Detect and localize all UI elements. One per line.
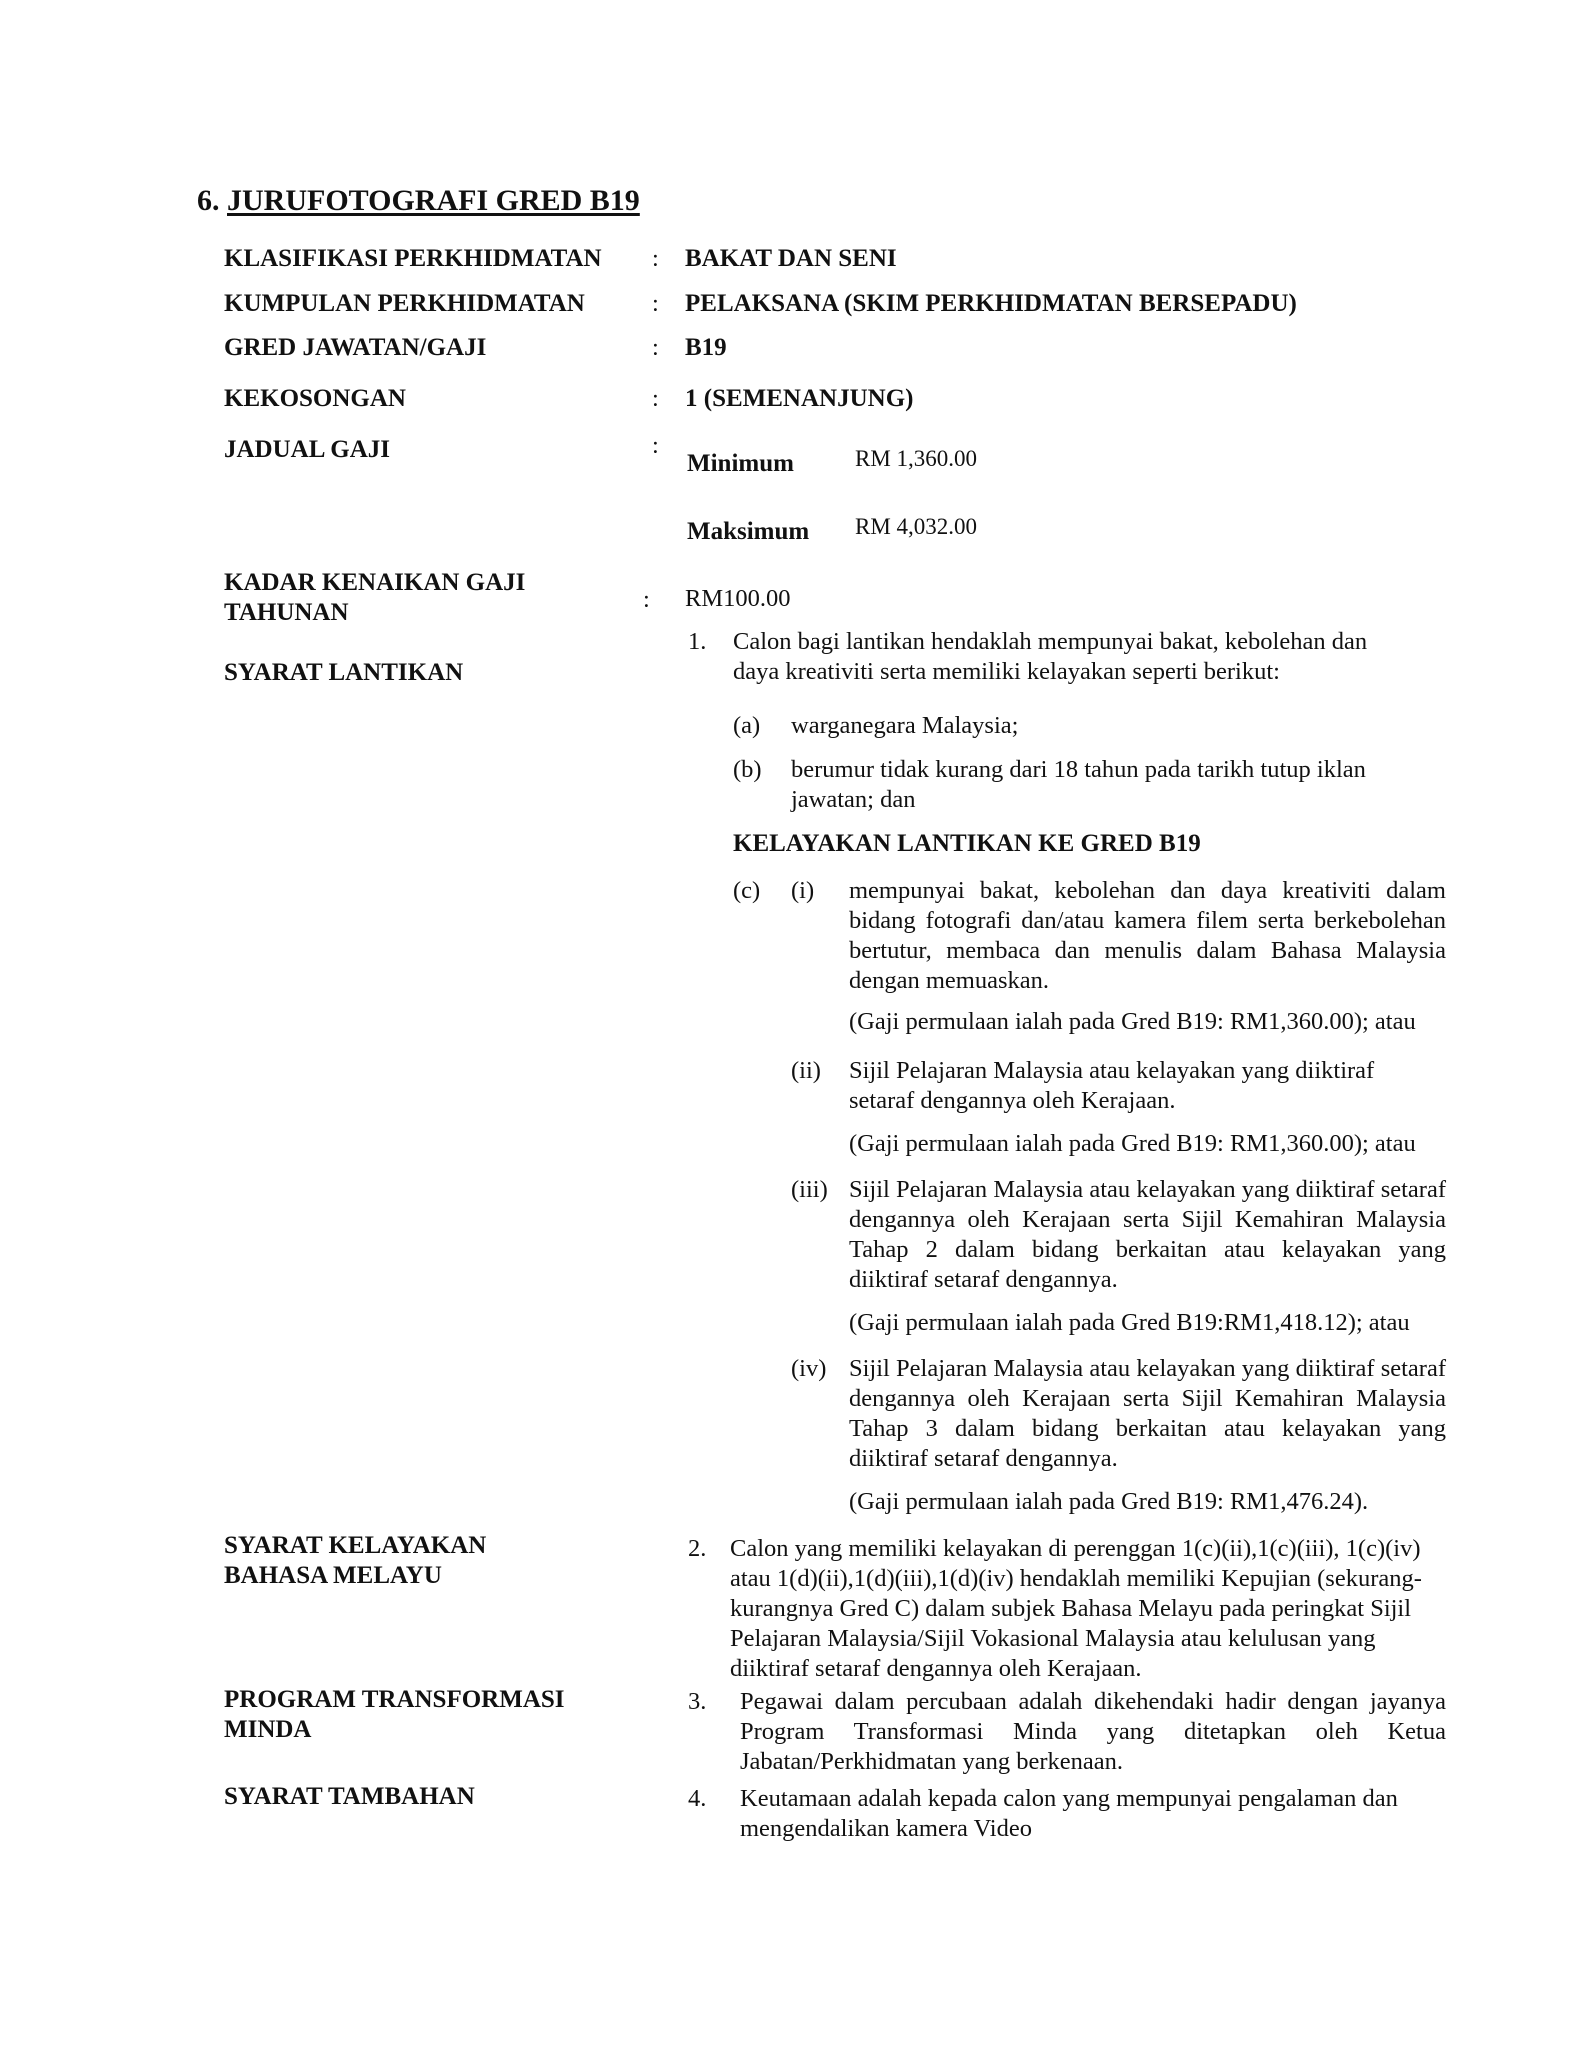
- sub-ii-text: Sijil Pelajaran Malaysia atau kelayakan yang diiktiraf setaraf dengannya oleh Kerajaan.: [849, 1057, 1375, 1114]
- sub-iv-marker: (iv): [791, 1355, 827, 1382]
- sub-ii-marker: (ii): [791, 1057, 821, 1084]
- sub-iii-text: Sijil Pelajaran Malaysia atau kelayakan yang diiktiraf setaraf dengannya oleh Kerajaan serta Sijil Kemahiran Malaysia Tahap 2 dalam bidang berkaitan atau kelayakan yang diiktiraf setaraf dengannya.: [849, 1176, 1446, 1293]
- item4-number: 4.: [688, 1785, 707, 1812]
- value-kekosongan: 1 (SEMENANJUNG): [685, 385, 914, 412]
- title-number: 6.: [197, 184, 220, 217]
- colon: :: [652, 385, 659, 412]
- item2-text: Calon yang memiliki kelayakan di perenggan 1(c)(ii),1(c)(iii), 1(c)(iv) atau 1(d)(ii),1(d)(iii),1(d)(iv) hendaklah memiliki Kepujian (sekurang-kurangnya Gred C) dalam subjek Bahasa Melayu pada peringkat Sijil Pelajaran Malaysia/Sijil Vokasional Malaysia atau kelulusan yang diiktiraf setaraf dengannya oleh Kerajaan.: [730, 1535, 1422, 1682]
- item3-text: Pegawai dalam percubaan adalah dikehendaki hadir dengan jayanya Program Transformasi Minda yang ditetapkan oleh Ketua Jabatan/Perkhidmatan yang berkenaan.: [740, 1688, 1446, 1775]
- item1-text: Calon bagi lantikan hendaklah mempunyai bakat, kebolehan dan daya kreativiti serta memiliki kelayakan seperti berikut:: [733, 628, 1368, 685]
- item1-a-text: warganegara Malaysia;: [791, 712, 1019, 739]
- item1-a-marker: (a): [733, 712, 761, 739]
- colon: :: [652, 290, 659, 317]
- item1-c-marker: (c): [733, 877, 761, 904]
- value-kadar: RM100.00: [685, 585, 791, 612]
- item2-number: 2.: [688, 1535, 707, 1562]
- sub-iv-gaji: (Gaji permulaan ialah pada Gred B19: RM1,476.24).: [849, 1488, 1369, 1515]
- colon: :: [652, 334, 659, 361]
- sub-i-gaji: (Gaji permulaan ialah pada Gred B19: RM1,360.00); atau: [849, 1008, 1416, 1035]
- colon: :: [652, 432, 659, 459]
- label-jadual-gaji: JADUAL GAJI: [224, 436, 390, 463]
- item1-number: 1.: [688, 628, 707, 655]
- sub-iii-gaji: (Gaji permulaan ialah pada Gred B19:RM1,418.12); atau: [849, 1309, 1410, 1336]
- label-gred: GRED JAWATAN/GAJI: [224, 334, 487, 361]
- sub-iv-text: Sijil Pelajaran Malaysia atau kelayakan yang diiktiraf setaraf dengannya oleh Kerajaan serta Sijil Kemahiran Malaysia Tahap 3 dalam bidang berkaitan atau kelayakan yang diiktiraf setaraf dengannya.: [849, 1355, 1446, 1472]
- sub-i-marker: (i): [791, 877, 815, 904]
- jadual-min-value: RM 1,360.00: [855, 446, 978, 471]
- item4-text: Keutamaan adalah kepada calon yang mempunyai pengalaman dan mengendalikan kamera Video: [740, 1785, 1398, 1842]
- colon: :: [652, 245, 659, 272]
- item3-number: 3.: [688, 1688, 707, 1715]
- jadual-max-value: RM 4,032.00: [855, 514, 978, 539]
- label-kadar-line2: TAHUNAN: [224, 599, 349, 626]
- item1-b-text: berumur tidak kurang dari 18 tahun pada tarikh tutup iklan jawatan; dan: [791, 756, 1366, 813]
- item1-b-marker: (b): [733, 756, 762, 783]
- kelayakan-heading: KELAYAKAN LANTIKAN KE GRED B19: [733, 830, 1201, 857]
- label-kadar-line1: KADAR KENAIKAN GAJI: [224, 569, 526, 596]
- colon: :: [643, 586, 650, 613]
- label-ptm-1: PROGRAM TRANSFORMASI: [224, 1686, 565, 1713]
- page-title: [197, 184, 640, 218]
- jadual-max-label: Maksimum: [687, 518, 810, 545]
- value-klasifikasi: BAKAT DAN SENI: [685, 245, 897, 272]
- label-ptm-2: MINDA: [224, 1716, 312, 1743]
- title-text: JURUFOTOGRAFI GRED B19: [227, 184, 640, 217]
- label-kumpulan: KUMPULAN PERKHIDMATAN: [224, 290, 585, 317]
- label-syarat-bm-1: SYARAT KELAYAKAN: [224, 1532, 487, 1559]
- value-gred: B19: [685, 334, 727, 361]
- sub-i-text: mempunyai bakat, kebolehan dan daya kreativiti dalam bidang fotografi dan/atau kamera filem serta berkebolehan bertutur, membaca dan menulis dalam Bahasa Malaysia dengan memuaskan.: [849, 877, 1446, 994]
- label-syarat-tambahan: SYARAT TAMBAHAN: [224, 1783, 475, 1810]
- label-kekosongan: KEKOSONGAN: [224, 385, 406, 412]
- sub-ii-gaji: (Gaji permulaan ialah pada Gred B19: RM1,360.00); atau: [849, 1130, 1416, 1157]
- label-syarat-lantikan: SYARAT LANTIKAN: [224, 659, 464, 686]
- label-syarat-bm-2: BAHASA MELAYU: [224, 1562, 442, 1589]
- value-kumpulan: PELAKSANA (SKIM PERKHIDMATAN BERSEPADU): [685, 290, 1297, 317]
- sub-iii-marker: (iii): [791, 1176, 828, 1203]
- label-klasifikasi: KLASIFIKASI PERKHIDMATAN: [224, 245, 602, 272]
- jadual-min-label: Minimum: [687, 450, 794, 477]
